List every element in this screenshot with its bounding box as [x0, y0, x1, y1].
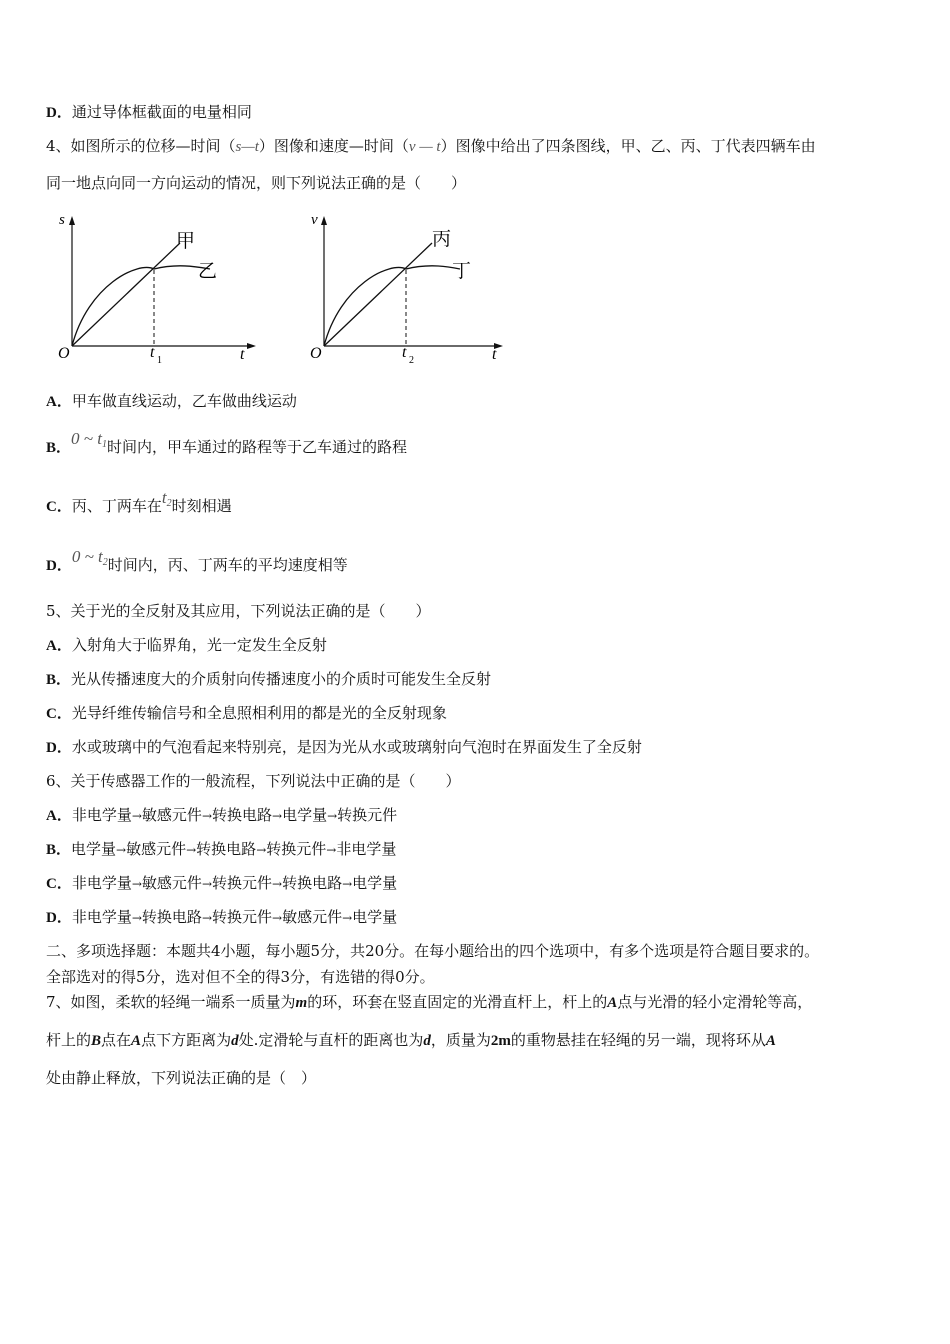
option-text: 丙、丁两车在	[71, 497, 162, 515]
arrow-icon: →	[272, 877, 283, 891]
q5-stem: 5、关于光的全反射及其应用，下列说法正确的是（ ）	[46, 602, 431, 620]
text: 点与光滑的轻小定滑轮等高，	[617, 993, 813, 1011]
tick-t2-sub: 2	[409, 355, 414, 365]
q5-option-d	[46, 737, 642, 758]
step: 转换元件	[212, 874, 273, 892]
q4-option-a	[46, 391, 297, 412]
option-label: C．	[46, 499, 72, 515]
text: ，质量为	[430, 1031, 491, 1049]
var-d: d	[231, 1033, 239, 1049]
y-axis-arrow	[321, 216, 327, 225]
text: 的环，环套在竖直固定的光滑直杆上，杆上的	[307, 993, 608, 1011]
step: 转换电路	[196, 840, 257, 858]
q7-line2	[46, 1030, 776, 1051]
option-label: D．	[46, 740, 72, 756]
option-label: D．	[46, 105, 72, 121]
arrow-icon: →	[116, 843, 127, 857]
math-v-t: v — t	[408, 139, 441, 155]
option-label: A．	[46, 808, 72, 824]
math-main: t	[161, 488, 167, 507]
label-jia: 甲	[176, 231, 196, 252]
tick-t1-sub: 1	[157, 355, 162, 365]
step: 敏感元件	[126, 840, 187, 858]
step: 电学量	[352, 874, 398, 892]
var-a: A	[131, 1033, 142, 1049]
stem-text: 4、如图所示的位移—时间（	[46, 137, 236, 155]
line-bing	[324, 243, 432, 346]
step: 非电学量	[71, 874, 132, 892]
tick-t2: t	[402, 344, 407, 361]
label-yi: 乙	[198, 261, 218, 282]
y-axis-arrow	[69, 216, 75, 225]
text: 的重物悬挂在轻绳的另一端，现将环从	[510, 1031, 766, 1049]
x-axis-label: t	[240, 346, 245, 363]
text: 处.定滑轮与直杆的距离也为	[238, 1031, 424, 1049]
text: 7、如图，柔软的轻绳一端系一质量为	[46, 993, 296, 1011]
math-main: 0 ~ t	[71, 429, 102, 448]
q4-stem-line1	[46, 136, 816, 157]
option-label: B．	[46, 440, 72, 456]
line-jia	[72, 243, 180, 346]
option-label: D．	[46, 910, 72, 926]
step: 转换电路	[141, 908, 202, 926]
arrow-icon: →	[201, 809, 212, 823]
math-sub: 2	[102, 557, 108, 568]
q4-graph-s-t	[48, 205, 263, 365]
text: 点下方距离为	[141, 1031, 232, 1049]
option-text: 水或玻璃中的气泡看起来特别亮，是因为光从水或玻璃射向气泡时在界面发生了全反射	[71, 738, 642, 756]
q5-option-b	[46, 669, 491, 690]
arrow-icon: →	[342, 911, 353, 925]
origin-label: O	[58, 345, 70, 362]
arrow-icon: →	[272, 911, 283, 925]
q4-graph-v-t	[300, 205, 515, 365]
option-label: A．	[46, 394, 72, 410]
section2-heading-line1: 二、多项选择题：本题共4小题，每小题5分，共20分。在每小题给出的四个选项中，有多个选项是符合题目要求的。	[46, 942, 820, 960]
q4-option-d	[46, 547, 348, 581]
step: 非电学量	[71, 806, 132, 824]
math-s-t: s—t	[235, 139, 259, 155]
tick-t1: t	[150, 344, 155, 361]
arrow-icon: →	[131, 911, 142, 925]
arrow-icon: →	[342, 877, 353, 891]
q6-option-c	[46, 873, 397, 894]
q5-option-a	[46, 635, 327, 656]
var-b: B	[91, 1033, 102, 1049]
var-a: A	[607, 995, 618, 1011]
math-sub: 2	[166, 498, 172, 509]
x-axis-arrow	[247, 343, 256, 349]
section2-heading-line2: 全部选对的得5分，选对但不全的得3分，有选错的得0分。	[46, 968, 435, 986]
step: 非电学量	[71, 908, 132, 926]
q6-stem: 6、关于传感器工作的一般流程，下列说法中正确的是（ ）	[46, 772, 461, 790]
arrow-icon: →	[131, 809, 142, 823]
option-label: C．	[46, 706, 72, 722]
label-bing: 丙	[432, 229, 452, 250]
math-main: 0 ~ t	[71, 547, 103, 566]
var-a: A	[765, 1033, 776, 1049]
option-label: B．	[46, 672, 72, 688]
step: 转换电路	[212, 806, 273, 824]
arrow-icon: →	[201, 911, 212, 925]
q3-option-d	[46, 102, 252, 123]
option-text: 通过导体框截面的电量相同	[71, 103, 252, 121]
q6-option-a	[46, 805, 397, 826]
option-label: D．	[46, 558, 72, 574]
step: 电学量	[71, 840, 117, 858]
step: 电学量	[282, 806, 328, 824]
option-label: A．	[46, 638, 72, 654]
step: 转换元件	[212, 908, 273, 926]
q4-option-c	[46, 488, 232, 522]
step: 转换元件	[337, 806, 398, 824]
q7-line3: 处由静止释放，下列说法正确的是（ ）	[46, 1069, 317, 1087]
q4-stem-line2: 同一地点向同一方向运动的情况，则下列说法正确的是（ ）	[46, 174, 467, 192]
var-2m: 2m	[490, 1033, 511, 1049]
option-text: 时刻相遇	[171, 497, 232, 515]
option-label: B．	[46, 842, 72, 858]
option-text: 时间内，丙、丁两车的平均速度相等	[107, 556, 348, 574]
arrow-icon: →	[186, 843, 197, 857]
q5-option-c	[46, 703, 447, 724]
arrow-icon: →	[131, 877, 142, 891]
math-0-t1	[71, 429, 107, 448]
option-text: 入射角大于临界角，光一定发生全反射	[71, 636, 327, 654]
step: 转换电路	[282, 874, 343, 892]
option-label: C．	[46, 876, 72, 892]
q7-line1	[46, 992, 812, 1013]
option-text: 光从传播速度大的介质射向传播速度小的介质时可能发生全反射	[71, 670, 492, 688]
option-text: 时间内，甲车通过的路程等于乙车通过的路程	[106, 438, 407, 456]
option-text: 光导纤维传输信号和全息照相利用的都是光的全反射现象	[71, 704, 447, 722]
step: 非电学量	[336, 840, 397, 858]
y-axis-label: s	[59, 212, 65, 228]
arrow-icon: →	[201, 877, 212, 891]
origin-label: O	[310, 345, 322, 362]
q6-option-d	[46, 907, 397, 928]
curve-ding	[324, 266, 460, 346]
var-d: d	[423, 1033, 431, 1049]
arrow-icon: →	[272, 809, 283, 823]
step: 敏感元件	[141, 874, 202, 892]
arrow-icon: →	[327, 809, 338, 823]
math-sub: 1	[101, 439, 107, 450]
x-axis-label: t	[492, 346, 497, 363]
arrow-icon: →	[326, 843, 337, 857]
step: 敏感元件	[282, 908, 343, 926]
stem-text: ）图像中给出了四条图线，甲、乙、丙、丁代表四辆车由	[440, 137, 816, 155]
y-axis-label: v	[311, 212, 318, 228]
q6-option-b	[46, 839, 396, 860]
math-t2	[162, 488, 172, 507]
math-0-t2	[72, 547, 108, 566]
curve-yi	[72, 266, 210, 346]
option-text: 甲车做直线运动，乙车做曲线运动	[71, 392, 297, 410]
text: 杆上的	[46, 1031, 92, 1049]
step: 转换元件	[266, 840, 327, 858]
stem-text: ）图像和速度—时间（	[258, 137, 409, 155]
text: 点在	[101, 1031, 132, 1049]
arrow-icon: →	[256, 843, 267, 857]
label-ding: 丁	[452, 261, 472, 282]
step: 电学量	[352, 908, 398, 926]
var-m: m	[295, 995, 308, 1011]
step: 敏感元件	[141, 806, 202, 824]
q4-option-b	[46, 429, 407, 463]
